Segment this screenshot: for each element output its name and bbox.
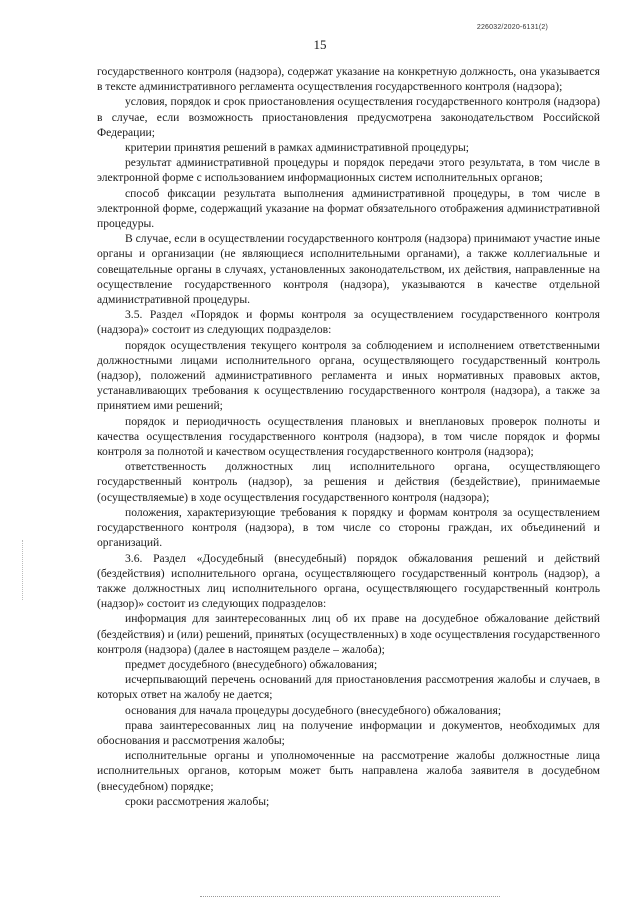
scan-margin-artifact: [22, 540, 25, 600]
paragraph: исчерпывающий перечень оснований для приостановления рассмотрения жалобы и случаев, в которых ответ на жалобу не дается;: [97, 673, 600, 702]
paragraph: предмет досудебного (внесудебного) обжалования;: [125, 657, 378, 671]
page-number: 15: [313, 37, 327, 52]
paragraph: сроки рассмотрения жалобы;: [125, 794, 270, 808]
paragraph: порядок осуществления текущего контроля за соблюдением и исполнением ответственными должностными лицами исполнительного органа, осуществляющего государственный контроль (надзор), положений административного регламента и иных нормативных правовых актов, устанавливающих требования к осуществлению государственного контроля (надзора), а также за принятием ими решений;: [97, 338, 600, 413]
paragraph: 3.6. Раздел «Досудебный (внесудебный) порядок обжалования решений и действий (бездействия) исполнительного органа, осуществляющего государственный контроль (надзор), а также должностных лиц исполнительного органа, осуществляющего государственный контроль (надзор)» состоит из следующих подразделов:: [97, 551, 600, 611]
paragraph: порядок и периодичность осуществления плановых и внеплановых проверок полноты и качества осуществления государственного контроля (надзора), в том числе порядок и формы контроля за полнотой и качеством осуществления государственного контроля (надзора);: [97, 414, 600, 459]
paragraph: условия, порядок и срок приостановления осуществления государственного контроля (надзора) в случае, если возможность приостановления предусмотрена законодательством Российской Федерации;: [97, 95, 600, 139]
document-body: [97, 64, 600, 809]
paragraph: права заинтересованных лиц на получение информации и документов, необходимых для обоснования и рассмотрения жалобы;: [97, 718, 600, 747]
paragraph: В случае, если в осуществлении государственного контроля (надзора) принимают участие иные органы и организации (не являющиеся исполнительными органами), а также коллегиальные и совещательные органы в случаях, установленных законодательством, их действия, направленные на осуществление государственного контроля (надзора), указываются в качестве отдельной административной процедуры.: [97, 232, 600, 307]
paragraph: государственного контроля (надзора), содержат указание на конкретную должность, она указывается в тексте административного регламента осуществления государственного контроля (надзора);: [97, 65, 600, 94]
paragraph: основания для начала процедуры досудебного (внесудебного) обжалования;: [125, 703, 502, 717]
paragraph: критерии принятия решений в рамках административной процедуры;: [125, 141, 470, 155]
paragraph: результат административной процедуры и порядок передачи этого результата, в том числе в электронной форме с использованием информационных систем исполнительных органов;: [97, 156, 600, 185]
scan-footer-artifact: [200, 896, 500, 898]
paragraph: положения, характеризующие требования к порядку и формам контроля за осуществлением государственного контроля (надзора), в том числе со стороны граждан, их объединений и организаций.: [97, 505, 600, 550]
paragraph: 3.5. Раздел «Порядок и формы контроля за осуществлением государственного контроля (надзора)» состоит из следующих подразделов:: [97, 308, 600, 337]
paragraph: способ фиксации результата выполнения административной процедуры, в том числе в электронной форме, содержащий указание на формат обязательного отображения административной процедуры.: [97, 186, 600, 231]
paragraph: исполнительные органы и уполномоченные на рассмотрение жалобы должностные лица исполнительных органов, которым может быть направлена жалоба заявителя в досудебном (внесудебном) порядке;: [97, 749, 600, 793]
paragraph: информация для заинтересованных лиц об их праве на досудебное обжалование действий (бездействия) и (или) решений, принятых (осуществленных) в ходе осуществления государственного контроля (надзора) (далее в настоящем разделе – жалоба);: [97, 612, 600, 656]
paragraph: ответственность должностных лиц исполнительного органа, осуществляющего государственный контроль (надзор), за решения и действия (бездействие), принимаемые (осуществляемые) в ходе осуществления государственного контроля (надзора);: [97, 460, 600, 504]
document-id: 226032/2020-6131(2): [476, 24, 548, 31]
